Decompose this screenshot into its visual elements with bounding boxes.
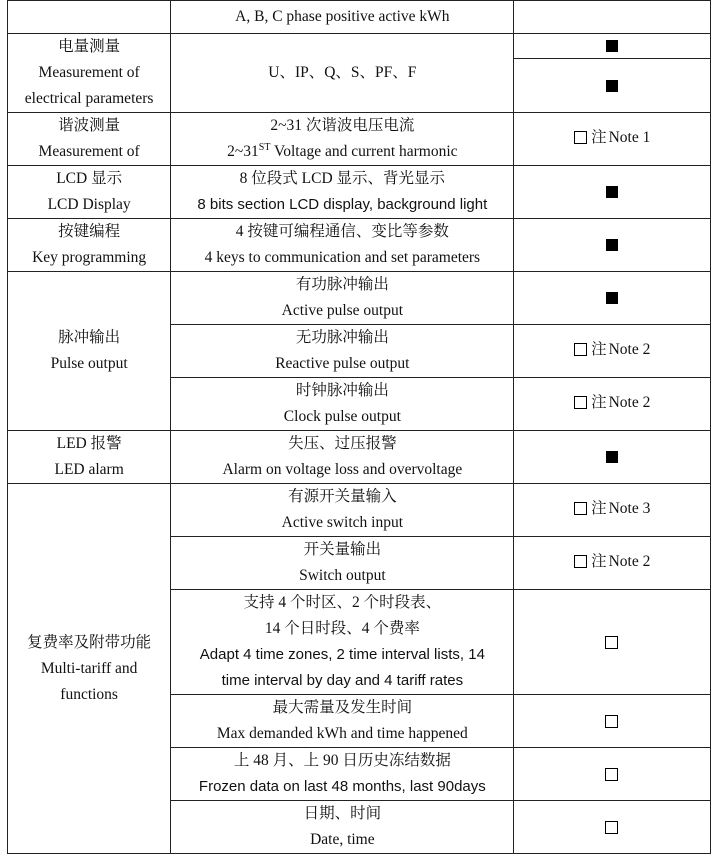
empty-square-icon (574, 555, 587, 568)
table-row (8, 1, 711, 34)
empty-square-icon (605, 715, 618, 728)
function-text-en: Reactive pulse output (275, 355, 410, 372)
note-label: Note 1 (608, 128, 651, 146)
feature-name-en: LCD Display (47, 196, 131, 213)
function-text-cn: 2~31 次谐波电压电流 (270, 117, 415, 134)
function-text-cn: 4 按键可编程通信、变比等参数 (235, 223, 449, 240)
feature-name-en: Measurement of (38, 64, 140, 81)
filled-square-icon (606, 451, 618, 463)
function-text-en: 2~31ST Voltage and current harmonic (227, 141, 458, 160)
function-cell (171, 113, 514, 166)
function-cell (171, 378, 514, 431)
function-text-cn: 日期、时间 (303, 805, 382, 822)
feature-name-cn: 脉冲输出 (58, 329, 121, 346)
note-cn: 注 (591, 128, 607, 146)
optional-mark (574, 125, 650, 151)
feature-name-cell (8, 166, 171, 219)
optional-mark (574, 496, 650, 522)
note-cn: 注 (591, 499, 607, 517)
function-cell (171, 537, 514, 590)
function-text-cn: 时钟脉冲输出 (295, 382, 389, 399)
note-label: Note 2 (608, 393, 651, 411)
empty-square-icon (605, 768, 618, 781)
mark-subcell (514, 34, 710, 59)
function-text-en: Frozen data on last 48 months, last 90days (198, 778, 486, 795)
feature-name-en: Multi-tariff and (40, 659, 138, 677)
mark-cell (514, 748, 711, 801)
mark-cell (514, 484, 711, 537)
function-cell (171, 801, 514, 854)
note-label: Note 3 (608, 499, 651, 517)
function-text-en: Clock pulse output (283, 408, 401, 425)
empty-square-icon (574, 502, 587, 515)
function-text-cn: 无功脉冲输出 (295, 329, 389, 346)
function-cell (171, 325, 514, 378)
function-text-en: 8 bits section LCD display, background light (197, 196, 488, 213)
function-cell (171, 166, 514, 219)
feature-name-cell (8, 219, 171, 272)
feature-name-cell (8, 484, 171, 854)
empty-square-icon (574, 343, 587, 356)
function-text-en: Adapt 4 time zones, 2 time interval lists, 14 (199, 646, 485, 663)
note-cn: 注 (591, 340, 607, 358)
feature-name-en: electrical parameters (24, 90, 154, 107)
empty-square-icon (574, 396, 587, 409)
optional-mark (574, 390, 650, 416)
functions-table (7, 0, 711, 854)
feature-name-cn: 复费率及附带功能 (27, 633, 152, 651)
mark-cell (514, 431, 711, 484)
function-cell (171, 272, 514, 325)
table-row (8, 484, 711, 537)
feature-name-cell (8, 431, 171, 484)
function-text-en: 4 keys to communication and set parameters (204, 249, 481, 266)
function-text-en: Max demanded kWh and time happened (216, 725, 468, 742)
feature-name-cell (8, 34, 171, 113)
feature-name-en: functions (60, 685, 118, 703)
filled-square-icon (606, 186, 618, 198)
function-text-cn: 有源开关量输入 (288, 488, 397, 505)
function-text-en: Active pulse output (281, 302, 404, 319)
function-text-cn: 开关量输出 (303, 541, 382, 558)
function-cell (171, 484, 514, 537)
table-row (8, 166, 711, 219)
filled-square-icon (606, 80, 618, 92)
table-row (8, 34, 711, 113)
mark-cell (514, 325, 711, 378)
feature-name-cell (8, 272, 171, 431)
cell-empty (8, 1, 171, 34)
feature-name-en: Pulse output (50, 355, 128, 372)
feature-name-cn: LED 报警 (56, 435, 122, 452)
function-cell (171, 219, 514, 272)
mark-cell (514, 113, 711, 166)
table-row (8, 219, 711, 272)
mark-cell (514, 590, 711, 695)
mark-cell (514, 695, 711, 748)
mark-cell (514, 34, 711, 113)
feature-name-en: Key programming (32, 249, 147, 266)
note-cn: 注 (591, 393, 607, 411)
mark-cell (514, 219, 711, 272)
feature-name-cn: 电量测量 (58, 38, 121, 55)
function-text-cn: 14 个日时段、4 个费率 (264, 620, 420, 637)
feature-name-cn: LCD 显示 (56, 170, 123, 187)
function-text-cn: 支持 4 个时区、2 个时段表、 (243, 594, 442, 611)
note-cn: 注 (591, 552, 607, 570)
optional-mark (574, 337, 650, 363)
function-text-en: Date, time (310, 831, 375, 848)
filled-square-icon (606, 292, 618, 304)
note-label: Note 2 (608, 340, 651, 358)
function-text-en: Alarm on voltage loss and overvoltage (222, 461, 463, 478)
function-text-cn: 有功脉冲输出 (295, 276, 389, 293)
mark-cell (514, 1, 711, 34)
function-text-cn: 最大需量及发生时间 (272, 699, 413, 716)
function-cell (171, 748, 514, 801)
mark-cell (514, 272, 711, 325)
empty-square-icon (605, 636, 618, 649)
feature-name-cell (8, 113, 171, 166)
note-label: Note 2 (608, 552, 651, 570)
function-cell (171, 431, 514, 484)
mark-cell (514, 378, 711, 431)
mark-cell (514, 801, 711, 854)
function-text-cn: 上 48 月、上 90 日历史冻结数据 (233, 752, 451, 769)
mark-cell (514, 166, 711, 219)
function-cell (171, 590, 514, 695)
function-text-en: Active switch input (281, 514, 404, 531)
mark-subcell (514, 59, 710, 112)
feature-name-en: Measurement of (38, 143, 140, 160)
function-cell (171, 1, 514, 34)
table-row (8, 113, 711, 166)
feature-name-cn: 谐波测量 (58, 117, 121, 134)
mark-cell (514, 537, 711, 590)
table-row (8, 431, 711, 484)
filled-square-icon (606, 40, 618, 52)
table-row (8, 272, 711, 325)
filled-square-icon (606, 239, 618, 251)
feature-name-cn: 按键编程 (58, 223, 121, 240)
function-cell (171, 34, 514, 113)
function-cell (171, 695, 514, 748)
function-text-en: Switch output (299, 567, 386, 584)
empty-square-icon (574, 131, 587, 144)
function-text: U、IP、Q、S、PF、F (268, 64, 417, 81)
function-text: A, B, C phase positive active kWh (235, 8, 450, 25)
function-text-en: time interval by day and 4 tariff rates (221, 672, 464, 689)
empty-square-icon (605, 821, 618, 834)
feature-name-en: LED alarm (54, 461, 124, 478)
function-text-cn: 8 位段式 LCD 显示、背光显示 (239, 170, 446, 187)
optional-mark (574, 549, 650, 575)
function-text-cn: 失压、过压报警 (288, 435, 397, 452)
